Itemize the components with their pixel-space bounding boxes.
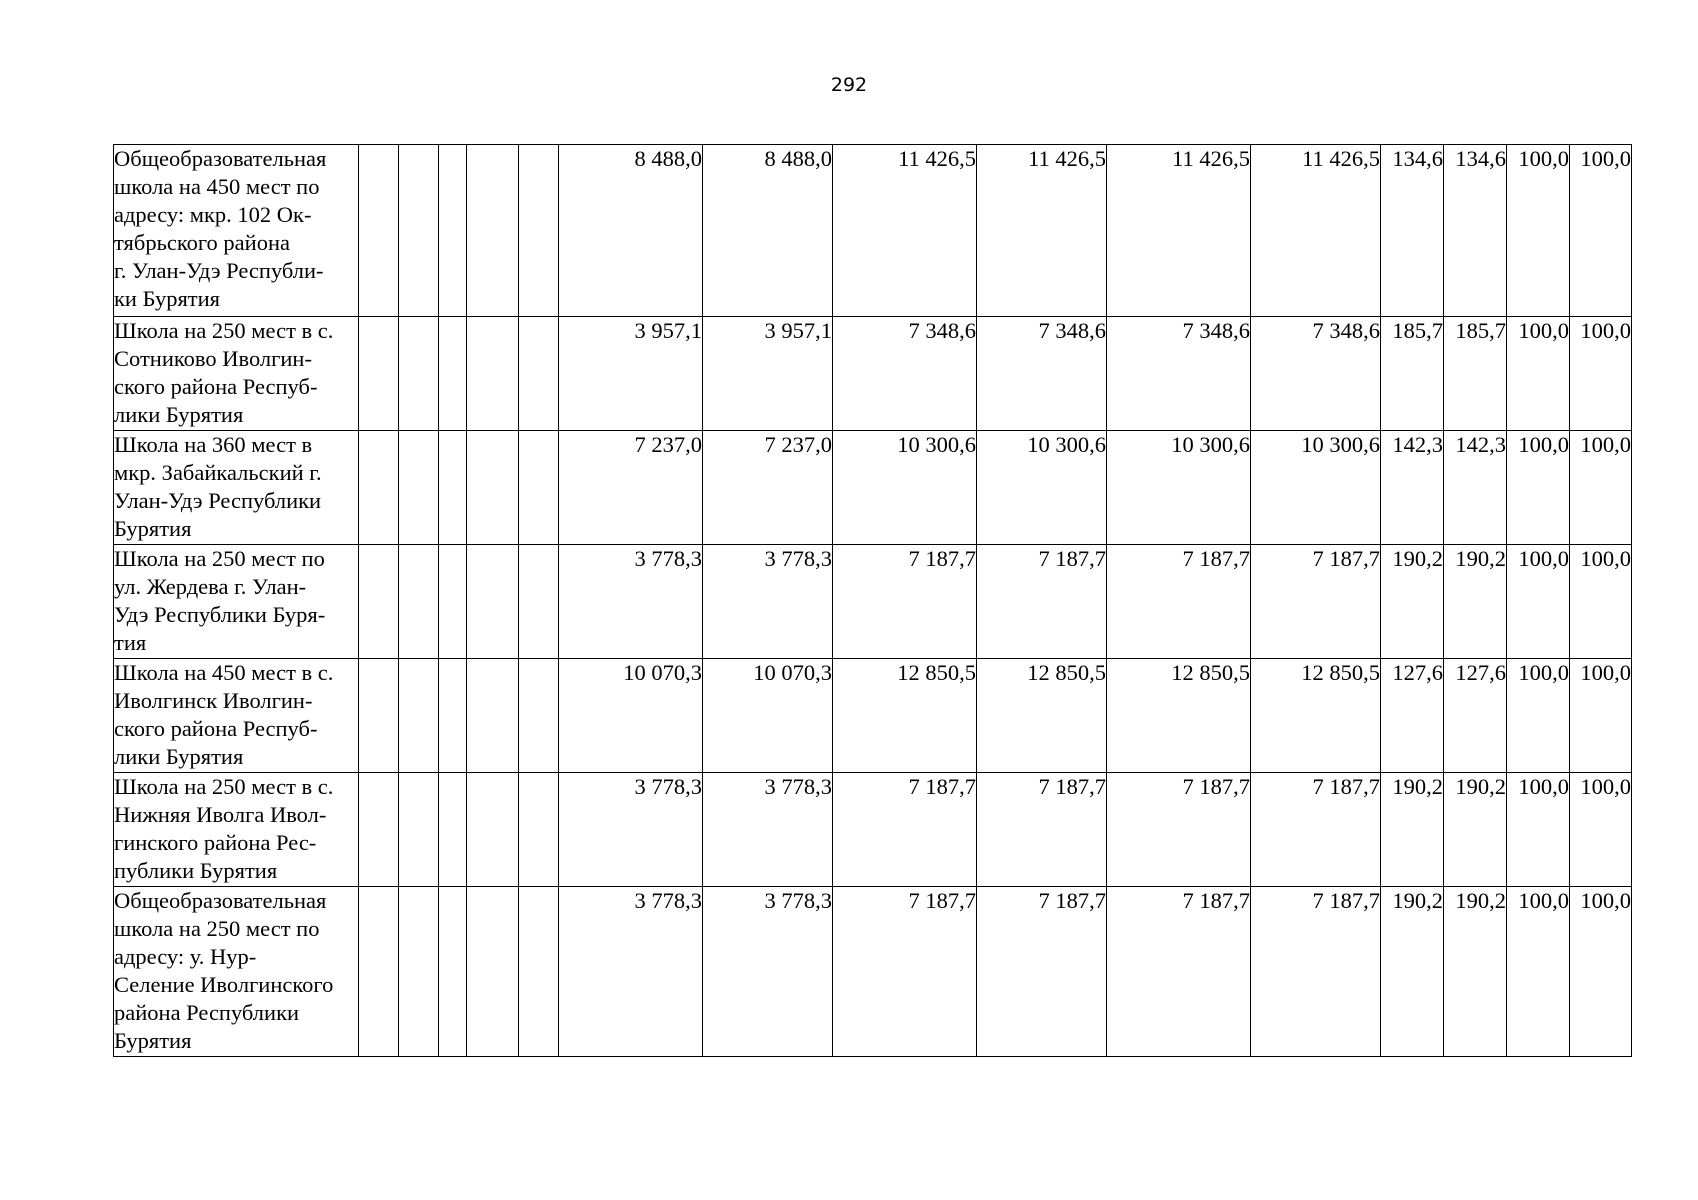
table-row	[114, 431, 1632, 545]
value-cell: 3 778,3	[559, 773, 703, 887]
value-cell: 100,0	[1507, 317, 1570, 431]
value-cell: 7 348,6	[977, 317, 1107, 431]
empty-cell	[399, 545, 439, 659]
object-name-cell: Общеобразовательная школа на 450 мест по адресу: мкр. 102 Ок- тябрьского района г. Улан-Удэ Республи- ки Бурятия	[114, 145, 359, 317]
empty-cell	[439, 773, 467, 887]
value-cell: 7 187,7	[977, 773, 1107, 887]
value-cell: 7 187,7	[1251, 545, 1381, 659]
empty-cell	[467, 431, 519, 545]
value-cell: 10 300,6	[977, 431, 1107, 545]
empty-cell	[359, 773, 399, 887]
value-cell: 7 187,7	[833, 887, 977, 1057]
value-cell: 7 237,0	[559, 431, 703, 545]
value-cell: 3 778,3	[703, 773, 833, 887]
value-cell: 190,2	[1444, 887, 1507, 1057]
empty-cell	[519, 317, 559, 431]
value-cell: 7 187,7	[833, 545, 977, 659]
value-cell: 3 957,1	[703, 317, 833, 431]
value-cell: 11 426,5	[1251, 145, 1381, 317]
object-name-cell: Школа на 250 мест по ул. Жердева г. Улан- Удэ Республики Буря- тия	[114, 545, 359, 659]
value-cell: 100,0	[1507, 659, 1570, 773]
value-cell: 7 348,6	[1251, 317, 1381, 431]
table-row	[114, 317, 1632, 431]
table-row	[114, 773, 1632, 887]
value-cell: 100,0	[1570, 773, 1632, 887]
empty-cell	[467, 659, 519, 773]
empty-cell	[399, 145, 439, 317]
value-cell: 10 300,6	[1251, 431, 1381, 545]
empty-cell	[359, 887, 399, 1057]
value-cell: 8 488,0	[559, 145, 703, 317]
value-cell: 190,2	[1444, 545, 1507, 659]
value-cell: 12 850,5	[1107, 659, 1251, 773]
value-cell: 3 778,3	[559, 545, 703, 659]
empty-cell	[439, 431, 467, 545]
value-cell: 142,3	[1444, 431, 1507, 545]
value-cell: 100,0	[1507, 145, 1570, 317]
empty-cell	[519, 145, 559, 317]
empty-cell	[399, 317, 439, 431]
value-cell: 127,6	[1444, 659, 1507, 773]
value-cell: 100,0	[1570, 545, 1632, 659]
value-cell: 134,6	[1381, 145, 1444, 317]
empty-cell	[467, 545, 519, 659]
value-cell: 100,0	[1570, 317, 1632, 431]
value-cell: 134,6	[1444, 145, 1507, 317]
value-cell: 100,0	[1570, 887, 1632, 1057]
empty-cell	[359, 317, 399, 431]
empty-cell	[439, 317, 467, 431]
object-name-cell: Общеобразовательная школа на 250 мест по адресу: у. Нур- Селение Иволгинского района Республики Бурятия	[114, 887, 359, 1057]
value-cell: 7 187,7	[977, 545, 1107, 659]
value-cell: 100,0	[1507, 431, 1570, 545]
page-number: 292	[830, 74, 868, 96]
value-cell: 3 778,3	[559, 887, 703, 1057]
empty-cell	[467, 145, 519, 317]
value-cell: 190,2	[1381, 545, 1444, 659]
empty-cell	[519, 431, 559, 545]
value-cell: 7 237,0	[703, 431, 833, 545]
value-cell: 100,0	[1507, 773, 1570, 887]
empty-cell	[359, 545, 399, 659]
empty-cell	[439, 145, 467, 317]
value-cell: 10 300,6	[1107, 431, 1251, 545]
value-cell: 10 300,6	[833, 431, 977, 545]
empty-cell	[359, 145, 399, 317]
table-row	[114, 145, 1632, 317]
value-cell: 7 187,7	[1107, 887, 1251, 1057]
empty-cell	[359, 659, 399, 773]
empty-cell	[467, 773, 519, 887]
value-cell: 7 187,7	[1251, 887, 1381, 1057]
empty-cell	[439, 887, 467, 1057]
object-name-cell: Школа на 450 мест в с. Иволгинск Иволгин- ского района Респуб- лики Бурятия	[114, 659, 359, 773]
value-cell: 7 187,7	[977, 887, 1107, 1057]
value-cell: 100,0	[1570, 145, 1632, 317]
value-cell: 10 070,3	[559, 659, 703, 773]
value-cell: 7 187,7	[1107, 545, 1251, 659]
value-cell: 100,0	[1507, 545, 1570, 659]
object-name-cell: Школа на 360 мест в мкр. Забайкальский г. Улан-Удэ Республики Бурятия	[114, 431, 359, 545]
value-cell: 7 187,7	[833, 773, 977, 887]
value-cell: 190,2	[1381, 887, 1444, 1057]
empty-cell	[467, 887, 519, 1057]
value-cell: 100,0	[1507, 887, 1570, 1057]
value-cell: 100,0	[1570, 659, 1632, 773]
empty-cell	[439, 545, 467, 659]
value-cell: 185,7	[1381, 317, 1444, 431]
table-row	[114, 545, 1632, 659]
value-cell: 10 070,3	[703, 659, 833, 773]
empty-cell	[519, 659, 559, 773]
object-name-cell: Школа на 250 мест в с. Сотниково Иволгин- ского района Респуб- лики Бурятия	[114, 317, 359, 431]
empty-cell	[439, 659, 467, 773]
empty-cell	[359, 431, 399, 545]
value-cell: 12 850,5	[977, 659, 1107, 773]
value-cell: 11 426,5	[1107, 145, 1251, 317]
value-cell: 12 850,5	[1251, 659, 1381, 773]
value-cell: 11 426,5	[977, 145, 1107, 317]
value-cell: 142,3	[1381, 431, 1444, 545]
data-table	[113, 144, 1632, 1057]
value-cell: 100,0	[1570, 431, 1632, 545]
empty-cell	[519, 545, 559, 659]
value-cell: 7 187,7	[1251, 773, 1381, 887]
empty-cell	[519, 773, 559, 887]
value-cell: 7 187,7	[1107, 773, 1251, 887]
empty-cell	[399, 659, 439, 773]
value-cell: 190,2	[1444, 773, 1507, 887]
value-cell: 7 348,6	[833, 317, 977, 431]
value-cell: 7 348,6	[1107, 317, 1251, 431]
value-cell: 185,7	[1444, 317, 1507, 431]
empty-cell	[519, 887, 559, 1057]
empty-cell	[399, 773, 439, 887]
value-cell: 11 426,5	[833, 145, 977, 317]
object-name-cell: Школа на 250 мест в с. Нижняя Иволга Ивол- гинского района Рес- публики Бурятия	[114, 773, 359, 887]
empty-cell	[399, 887, 439, 1057]
table-row	[114, 659, 1632, 773]
value-cell: 3 957,1	[559, 317, 703, 431]
value-cell: 127,6	[1381, 659, 1444, 773]
value-cell: 3 778,3	[703, 545, 833, 659]
value-cell: 12 850,5	[833, 659, 977, 773]
empty-cell	[467, 317, 519, 431]
value-cell: 190,2	[1381, 773, 1444, 887]
empty-cell	[399, 431, 439, 545]
table-row	[114, 887, 1632, 1057]
value-cell: 3 778,3	[703, 887, 833, 1057]
value-cell: 8 488,0	[703, 145, 833, 317]
